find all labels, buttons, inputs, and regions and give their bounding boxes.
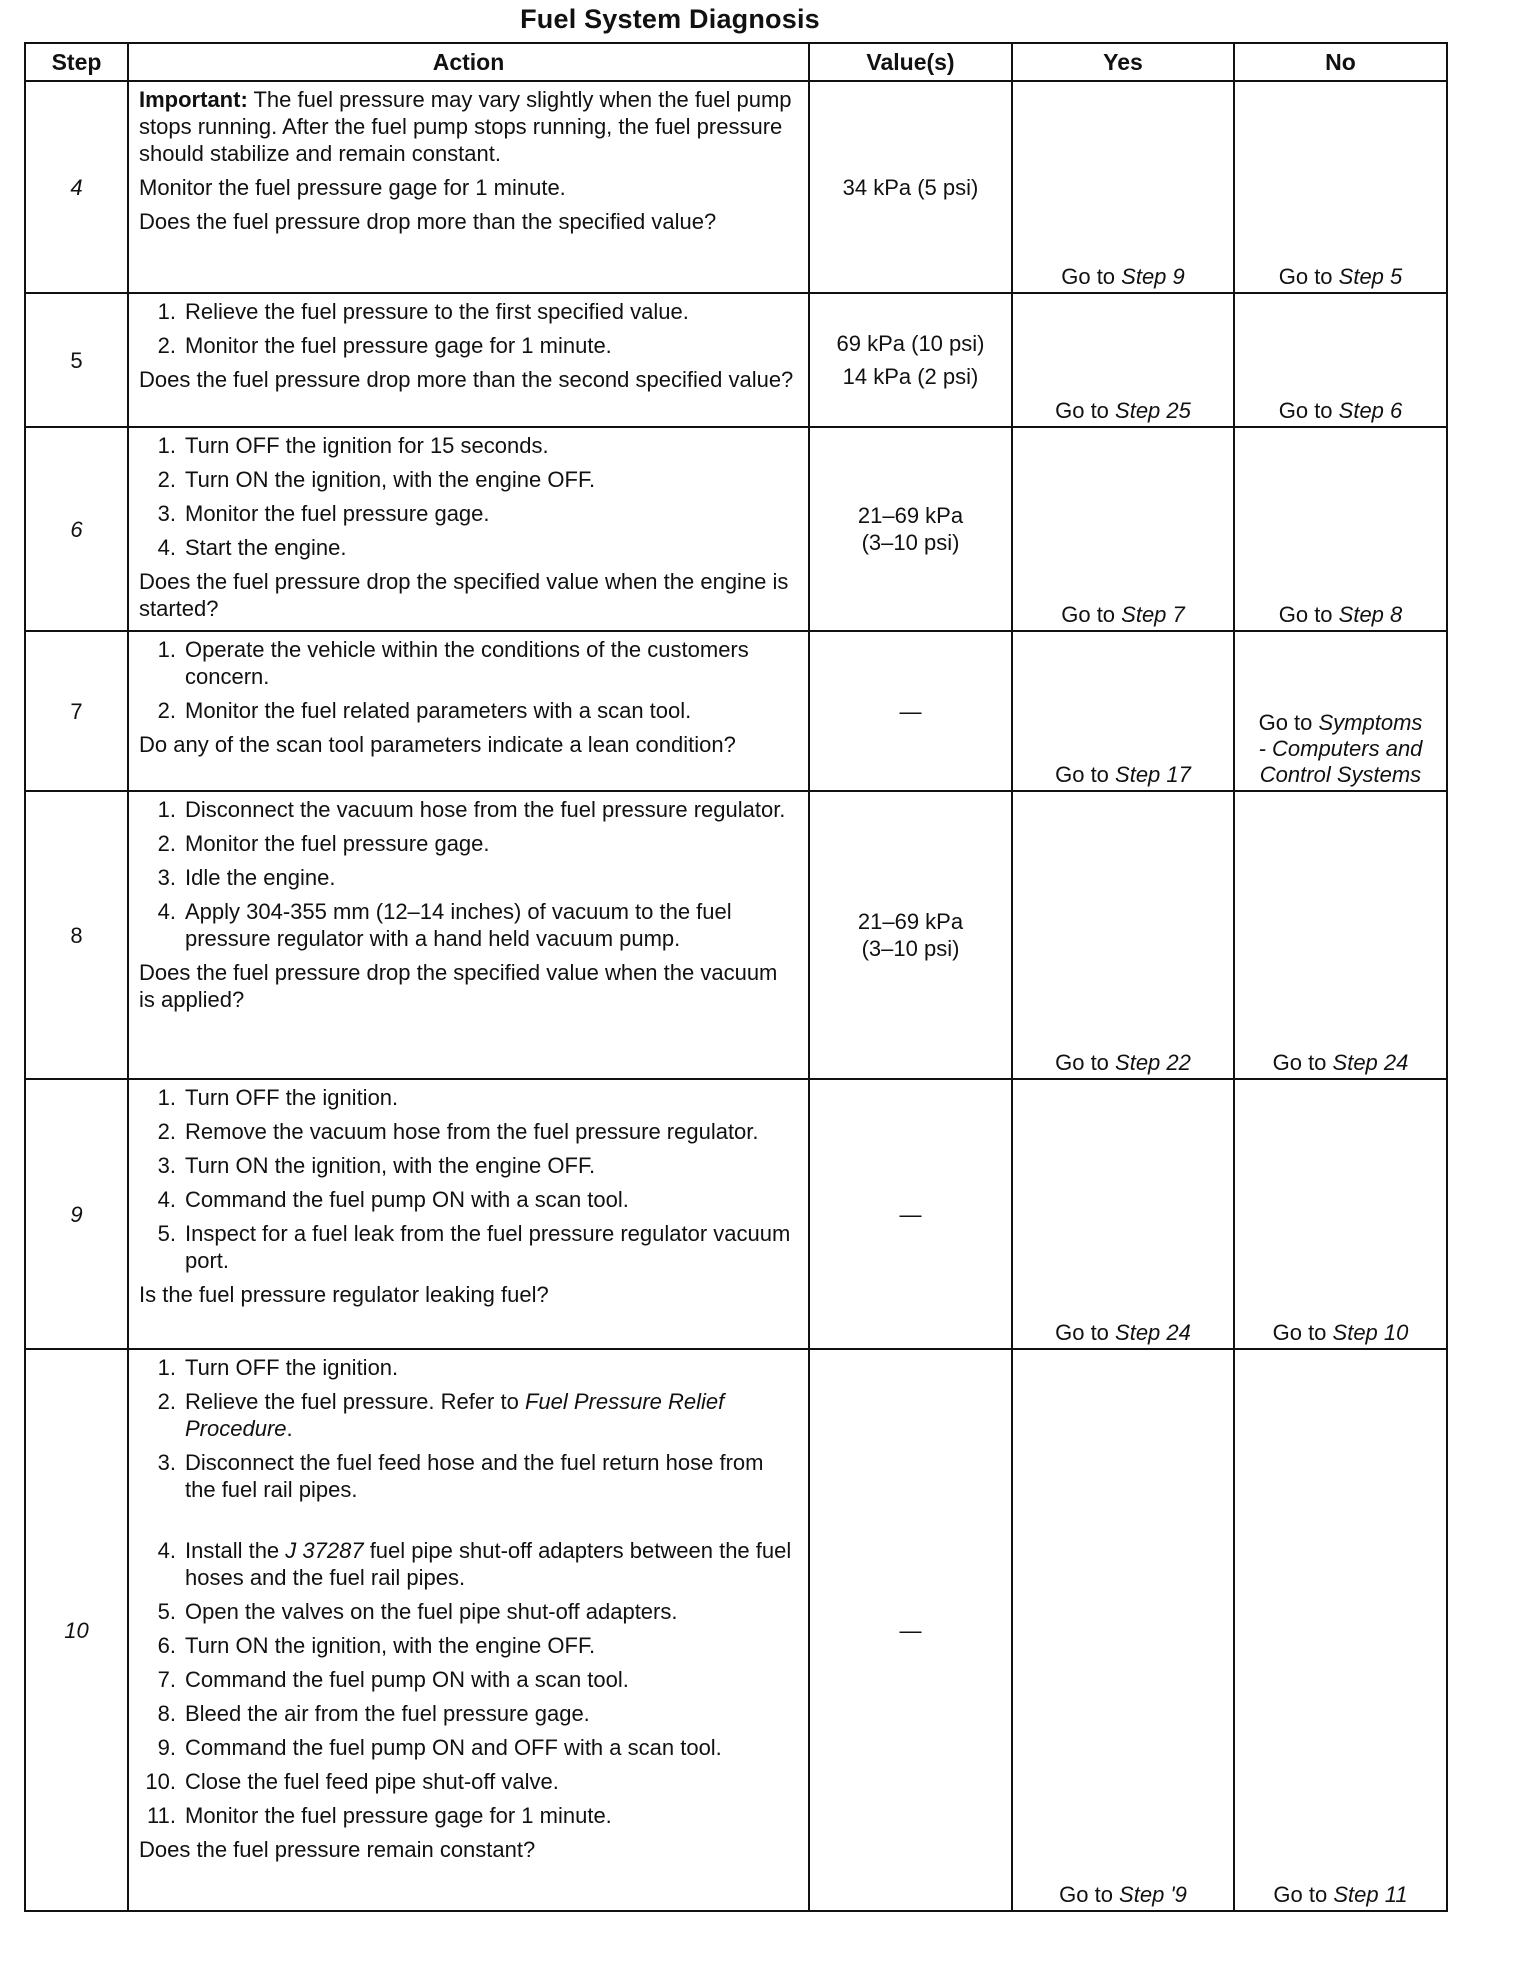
list-item: 1. Turn OFF the ignition. <box>139 1354 796 1381</box>
value-cell <box>809 1349 1012 1911</box>
goto-label: Go to <box>1055 398 1116 423</box>
list-item: 3. Disconnect the fuel feed hose and the fuel return hose from the fuel rail pipes. <box>139 1449 796 1503</box>
yes-goto-link[interactable]: Step 7 <box>1121 602 1185 627</box>
goto-label: Go to <box>1278 264 1339 289</box>
goto-label: Go to <box>1278 398 1339 423</box>
no-cell <box>1234 1079 1447 1349</box>
list-item-text: Relieve the fuel pressure to the first specified value. <box>185 299 689 324</box>
list-item: 1. Disconnect the vacuum hose from the fuel pressure regulator. <box>139 796 796 823</box>
list-item-text: Close the fuel feed pipe shut-off valve. <box>185 1769 559 1794</box>
list-item-text: Disconnect the vacuum hose from the fuel pressure regulator. <box>185 797 786 822</box>
no-cell <box>1234 81 1447 293</box>
question-text: Is the fuel pressure regulator leaking fuel? <box>139 1282 549 1307</box>
goto-label: Go to <box>1061 602 1122 627</box>
yes-cell <box>1012 1349 1234 1911</box>
value-cell <box>809 427 1012 631</box>
header-values: Value(s) <box>809 43 1012 81</box>
list-item-text: Monitor the fuel pressure gage. <box>185 831 490 856</box>
question-text: Do any of the scan tool parameters indicate a lean condition? <box>139 732 736 757</box>
table-row <box>25 427 1447 631</box>
value-text: — <box>899 698 922 724</box>
list-item-text: Turn OFF the ignition. <box>185 1085 399 1110</box>
list-item: 4. Apply 304-355 mm (12–14 inches) of vacuum to the fuel pressure regulator with a hand held vacuum pump. <box>139 898 796 952</box>
list-item-text: Inspect for a fuel leak from the fuel pressure regulator vacuum port. <box>185 1221 791 1273</box>
no-goto-link[interactable]: Step 10 <box>1332 1320 1409 1345</box>
yes-cell <box>1012 1079 1234 1349</box>
list-item-text: Turn ON the ignition, with the engine OFF. <box>185 1633 596 1658</box>
goto-label: Go to <box>1055 1320 1116 1345</box>
list-item-text: Remove the vacuum hose from the fuel pressure regulator. <box>185 1119 759 1144</box>
list-item: 10. Close the fuel feed pipe shut-off valve. <box>139 1768 796 1795</box>
page-title: Fuel System Diagnosis <box>520 4 820 34</box>
no-goto-link[interactable]: Symptoms <box>1318 710 1423 735</box>
list-item-text: Operate the vehicle within the conditions of the customers concern. <box>185 637 749 689</box>
yes-cell <box>1012 427 1234 631</box>
value-text: 34 kPa (5 psi) <box>842 174 979 200</box>
question-text: Does the fuel pressure drop more than the second specified value? <box>139 367 794 392</box>
no-cell <box>1234 293 1447 427</box>
no-cell <box>1234 1349 1447 1911</box>
question-text: Does the fuel pressure drop the specified value when the engine is started? <box>139 569 789 621</box>
list-item: 2. Monitor the fuel related parameters with a scan tool. <box>139 697 796 724</box>
list-item: 1. Relieve the fuel pressure to the first specified value. <box>139 298 796 325</box>
important-text: The fuel pressure may vary slightly when the fuel pump stops running. After the fuel pump stops running, the fuel pressure should stabilize and remain constant. <box>139 87 792 166</box>
no-goto-link[interactable]: Step 6 <box>1338 398 1403 423</box>
no-goto-link[interactable]: Step 24 <box>1332 1050 1409 1075</box>
header-row <box>25 43 1447 81</box>
no-cell <box>1234 791 1447 1079</box>
step-number: 4 <box>25 81 128 293</box>
list-item-text: Idle the engine. <box>185 865 336 890</box>
step-number: 10 <box>25 1349 128 1911</box>
action-cell <box>128 1079 809 1349</box>
value-text: 69 kPa (10 psi) <box>836 331 985 356</box>
goto-label: Go to <box>1278 602 1339 627</box>
list-item-text: Bleed the air from the fuel pressure gage. <box>185 1701 590 1726</box>
list-item: 8. Bleed the air from the fuel pressure gage. <box>139 1700 796 1727</box>
list-item-text: Monitor the fuel pressure gage for 1 minute. <box>185 1803 612 1828</box>
yes-cell <box>1012 631 1234 791</box>
header-yes: Yes <box>1012 43 1234 81</box>
value-text: (3–10 psi) <box>861 936 960 961</box>
value-text: (3–10 psi) <box>861 530 960 555</box>
list-item: 5. Inspect for a fuel leak from the fuel pressure regulator vacuum port. <box>139 1220 796 1274</box>
step-number: 6 <box>25 427 128 631</box>
header-step: Step <box>25 43 128 81</box>
list-item: 2. Relieve the fuel pressure. Refer to Fuel Pressure Relief Procedure. <box>157 1389 725 1441</box>
action-cell <box>128 791 809 1079</box>
list-item-text: Monitor the fuel related parameters with a scan tool. <box>185 698 692 723</box>
step-number: 9 <box>25 1079 128 1349</box>
header-no: No <box>1234 43 1447 81</box>
no-cell <box>1234 427 1447 631</box>
goto-label: Go to <box>1055 762 1116 787</box>
list-item-text: Open the valves on the fuel pipe shut-off adapters. <box>185 1599 678 1624</box>
list-item: 7. Command the fuel pump ON with a scan tool. <box>139 1666 796 1693</box>
no-goto-link[interactable]: Step 5 <box>1338 264 1403 289</box>
list-item-text: Start the engine. <box>185 535 347 560</box>
goto-label: Go to <box>1273 1882 1334 1907</box>
yes-goto-link[interactable]: Step 9 <box>1121 264 1185 289</box>
table-row <box>25 81 1447 293</box>
list-item: 3. Idle the engine. <box>139 864 796 891</box>
important-note <box>139 86 796 167</box>
procedure-reference-link[interactable]: Fuel Pressure Relief Procedure <box>185 1389 725 1441</box>
list-item-text: Turn ON the ignition, with the engine OFF. <box>185 467 596 492</box>
list-item: 1. Turn OFF the ignition for 15 seconds. <box>139 432 796 459</box>
goto-label: Go to <box>1272 1320 1333 1345</box>
yes-goto-link[interactable]: Step 24 <box>1115 1320 1191 1345</box>
list-item: 9. Command the fuel pump ON and OFF with a scan tool. <box>139 1734 796 1761</box>
goto-label: Go to <box>1059 1882 1120 1907</box>
value-cell <box>809 293 1012 427</box>
list-item-text: Monitor the fuel pressure gage. <box>185 501 490 526</box>
list-item-text: Command the fuel pump ON and OFF with a scan tool. <box>185 1735 722 1760</box>
list-item: 1. Operate the vehicle within the conditions of the customers concern. <box>139 636 796 690</box>
header-action: Action <box>128 43 809 81</box>
list-item: 4. Command the fuel pump ON with a scan tool. <box>139 1186 796 1213</box>
question-text: Does the fuel pressure remain constant? <box>139 1837 536 1862</box>
goto-label: Go to <box>1055 1050 1116 1075</box>
list-item: 2. Turn ON the ignition, with the engine OFF. <box>139 466 796 493</box>
list-item-text: Command the fuel pump ON with a scan tool. <box>185 1667 629 1692</box>
list-item-text: Install the <box>185 1538 286 1563</box>
table-row <box>25 631 1447 791</box>
list-item-text: fuel pipe shut-off adapters between the fuel hoses and the fuel rail pipes. <box>185 1538 792 1590</box>
value-text: 21–69 kPa <box>857 503 964 528</box>
list-item-text: Monitor the fuel pressure gage for 1 minute. <box>185 333 612 358</box>
list-item: 5. Open the valves on the fuel pipe shut-off adapters. <box>139 1598 796 1625</box>
no-goto-link[interactable]: Step 11 <box>1333 1882 1408 1907</box>
step-number: 7 <box>25 631 128 791</box>
table-row <box>25 293 1447 427</box>
list-item: 3. Turn ON the ignition, with the engine OFF. <box>139 1152 796 1179</box>
table-row <box>25 1079 1447 1349</box>
value-cell <box>809 1079 1012 1349</box>
action-cell <box>128 427 809 631</box>
action-cell <box>128 631 809 791</box>
list-item: 2. Monitor the fuel pressure gage for 1 minute. <box>139 332 796 359</box>
diagnosis-table <box>24 42 1448 1912</box>
value-text: 14 kPa (2 psi) <box>842 364 979 389</box>
important-label: Important: <box>139 87 248 112</box>
value-cell <box>809 791 1012 1079</box>
list-item: 2. Monitor the fuel pressure gage. <box>139 830 796 857</box>
yes-cell <box>1012 791 1234 1079</box>
goto-label: Go to <box>1258 710 1319 735</box>
list-item: 4. Install the J 37287 fuel pipe shut-off adapters between the fuel hoses and the fuel rail pipes. <box>157 1538 792 1590</box>
value-text: 21–69 kPa <box>857 909 964 934</box>
question-text: Does the fuel pressure drop more than the specified value? <box>139 209 717 234</box>
list-item: 11. Monitor the fuel pressure gage for 1 minute. <box>139 1802 796 1829</box>
list-item: 2. Remove the vacuum hose from the fuel pressure regulator. <box>139 1118 796 1145</box>
list-item-text: Turn OFF the ignition. <box>185 1355 399 1380</box>
yes-cell <box>1012 81 1234 293</box>
action-cell <box>128 1349 809 1911</box>
step-number: 5 <box>25 293 128 427</box>
list-item-text: Relieve the fuel pressure. Refer to <box>185 1389 525 1414</box>
table-row <box>25 1349 1447 1911</box>
no-goto-link-line3[interactable]: Control Systems <box>1259 762 1422 787</box>
goto-label: Go to <box>1272 1050 1333 1075</box>
action-cell <box>128 293 809 427</box>
list-item-text: Disconnect the fuel feed hose and the fuel return hose from the fuel rail pipes. <box>185 1450 764 1502</box>
action-cell <box>128 81 809 293</box>
list-item-text: Command the fuel pump ON with a scan tool. <box>185 1187 629 1212</box>
yes-goto-link[interactable]: Step '9 <box>1119 1882 1187 1907</box>
yes-cell <box>1012 293 1234 427</box>
yes-goto-link[interactable]: Step 17 <box>1115 762 1191 787</box>
instruction-text: Monitor the fuel pressure gage for 1 minute. <box>139 175 566 200</box>
tool-reference: J 37287 <box>285 1538 364 1563</box>
list-item-text: Turn OFF the ignition for 15 seconds. <box>185 433 549 458</box>
list-item-text: . <box>286 1416 293 1441</box>
value-cell <box>809 631 1012 791</box>
no-goto-link-line2[interactable]: - Computers and <box>1258 736 1423 761</box>
table-row <box>25 791 1447 1079</box>
no-cell <box>1234 631 1447 791</box>
list-item: 1. Turn OFF the ignition. <box>139 1084 796 1111</box>
no-goto-link[interactable]: Step 8 <box>1338 602 1403 627</box>
value-cell <box>809 81 1012 293</box>
yes-goto-link[interactable]: Step 22 <box>1115 1050 1191 1075</box>
list-item: 4. Start the engine. <box>139 534 796 561</box>
list-item: 6. Turn ON the ignition, with the engine OFF. <box>139 1632 796 1659</box>
list-item: 3. Monitor the fuel pressure gage. <box>139 500 796 527</box>
question-text: Does the fuel pressure drop the specified value when the vacuum is applied? <box>139 960 778 1012</box>
value-text: — <box>899 1201 922 1227</box>
goto-label: Go to <box>1061 264 1122 289</box>
step-number: 8 <box>25 791 128 1079</box>
yes-goto-link[interactable]: Step 25 <box>1115 398 1191 423</box>
list-item-text: Turn ON the ignition, with the engine OFF. <box>185 1153 596 1178</box>
list-item-text: Apply 304-355 mm (12–14 inches) of vacuum to the fuel pressure regulator with a hand held vacuum pump. <box>185 899 732 951</box>
value-text: — <box>899 1617 922 1643</box>
